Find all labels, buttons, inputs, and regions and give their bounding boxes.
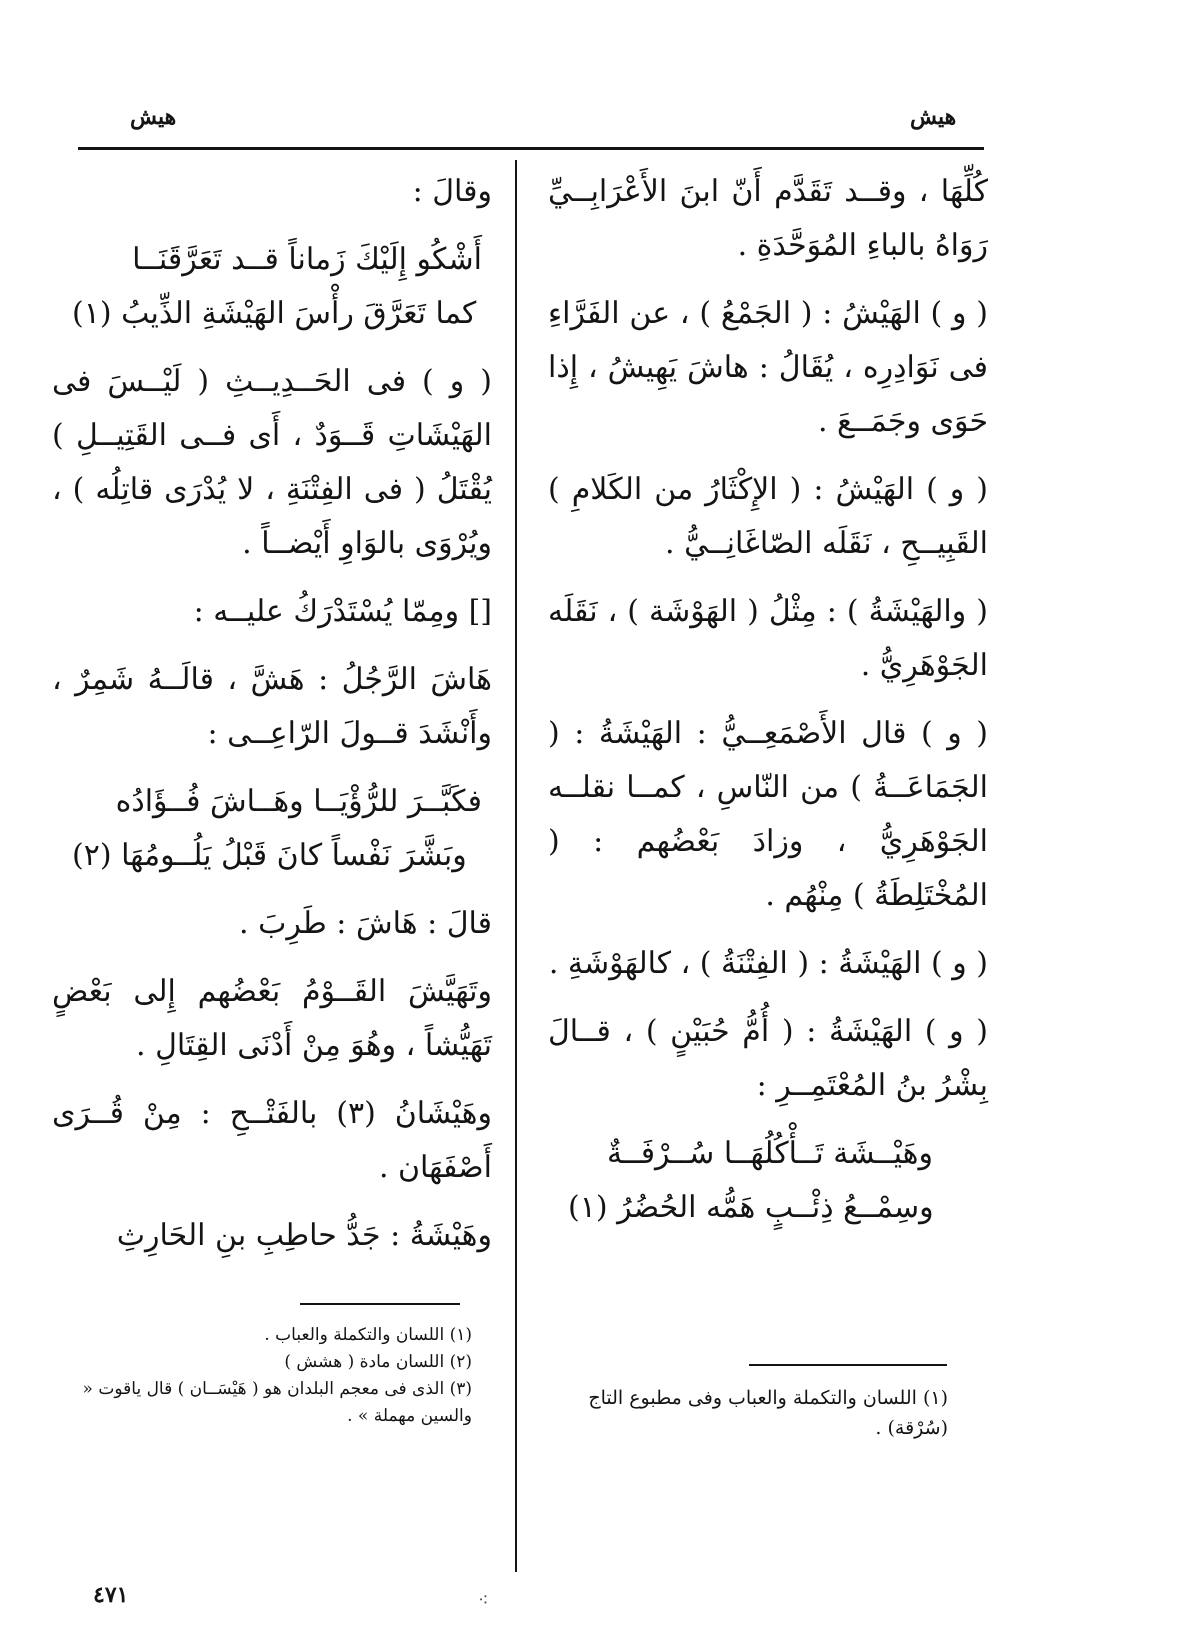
poem-verse	[52, 775, 492, 883]
entry-paragraph: ( و ) الهَيْشَةُ : ( أُمُّ حُبَيْنٍ ) ، قــالَ بِشْرُ بنُ المُعْتَمِــرِ :	[548, 1014, 988, 1103]
header-rule	[78, 147, 984, 150]
entry-paragraph: وهَيْشَةُ : جَدُّ حاطِبِ بنِ الحَارِثِ	[116, 1218, 492, 1253]
verse-first-hemistich: أَشْكُو إِلَيْكَ زَماناً قــد تَعَرَّقَنَــا	[132, 242, 482, 277]
entry-paragraph: ( و ) قال الأَصْمَعِــيُّ : الهَيْشَةُ : ( الجَمَاعَــةُ ) من النّاسِ ، كمــا نقلــه الجَوْهَرِيُّ ، وزادَ بَعْضُهم : ( المُخْتَلِطَةُ ) مِنْهُم .	[548, 716, 988, 913]
footnote-rule-left	[300, 1303, 460, 1305]
verse-first-hemistich: وهَيْــشَة تَــأْكُلُهَــا سُــرْفَــةٌ	[607, 1136, 933, 1171]
entry-paragraph: وتَهَيَّشَ القَــوْمُ بَعْضُهم إِلى بَعْضٍ تَهَيُّشاً ، وهُوَ مِنْ أَدْنَى القِتَالِ .	[52, 974, 492, 1063]
entry-paragraph: هَاشَ الرَّجُلُ : هَشَّ ، قالَــهُ شَمِرٌ ، وأَنْشَدَ قــولَ الرّاعِــى :	[52, 662, 492, 751]
verse-second-hemistich: كما تَعَرَّقَ رأْسَ الهَيْشَةِ الذِّيبُ (١)	[72, 296, 477, 331]
entry-paragraph: [] ومِمّا يُسْتَدْرَكُ عليــه :	[193, 594, 492, 629]
poem-verse	[52, 233, 492, 341]
entry-paragraph: ( والهَيْشَةُ ) : مِثْلُ ( الهَوْشَة ) ، نَقَلَه الجَوْهَرِيُّ .	[548, 594, 988, 683]
verse-second-hemistich: وسِمْــعُ ذِئْــبٍ هَمُّه الحُضُرُ (١)	[568, 1190, 934, 1225]
verse-first-hemistich: فكَبَّــرَ للرُّؤْيَــا وهَــاشَ فُــؤَادُه	[115, 784, 482, 819]
print-mark-icon: ⁖	[478, 1590, 489, 1611]
entry-paragraph: كُلِّهَا ، وقــد تَقَدَّم أَنّ ابنَ الأَعْرَابِــيِّ رَوَاهُ بالباءِ المُوَحَّدَةِ .	[548, 174, 988, 263]
footnote: (٢) اللسان مادة ( هشش )	[284, 1352, 472, 1372]
footnotes-right	[528, 1383, 948, 1443]
footnote: (١) اللسان والتكملة والعباب وفى مطبوع التاج (سُرْقة) .	[588, 1387, 948, 1439]
entry-paragraph: ( و ) فى الحَــدِيــثِ ( لَيْــسَ فى الهَيْشَاتِ قَــوَدٌ ، أَى فــى القَتِيــلِ ) يُقْتَلُ ( فى الفِتْنَةِ ، لا يُدْرَى قاتِلُه ) ، ويُرْوَى بالوَاوِ أَيْضــاً .	[52, 364, 492, 561]
running-header-left: هيش	[130, 104, 177, 130]
running-header-right: هيش	[910, 104, 957, 130]
footnote-rule-right	[749, 1364, 947, 1366]
page-number: ٤٧١	[93, 1582, 129, 1608]
footnote: (٣) الذى فى معجم البلدان هو ( هَيْسَــان ) قال ياقوت « والسين مهملة » .	[82, 1379, 472, 1426]
verse-second-hemistich: وبَشَّرَ نَفْساً كانَ قَبْلُ يَلُــومُهَا (٢)	[72, 838, 467, 873]
right-column	[548, 165, 988, 1249]
entry-paragraph: ( و ) الهَيْشَةُ : ( الفِتْنَةُ ) ، كالهَوْشَةِ .	[548, 946, 988, 981]
entry-paragraph: ( و ) الهَيْشُ : ( الإِكْثَارُ من الكَلامِ ) القَبِيــحِ ، نَقَلَه الصّاغَانِــيُّ .	[548, 472, 988, 561]
left-column	[52, 165, 492, 1277]
column-divider	[515, 160, 517, 1572]
entry-paragraph: وقالَ :	[412, 174, 492, 209]
footnotes-left	[52, 1322, 472, 1430]
entry-paragraph: وهَيْشَانُ (٣) بالفَتْــحِ : مِنْ قُــرَى أَصْفَهَان .	[52, 1096, 492, 1185]
poem-verse	[548, 1127, 988, 1235]
entry-paragraph: قالَ : هَاشَ : طَرِبَ .	[239, 906, 492, 941]
entry-paragraph: ( و ) الهَيْشُ : ( الجَمْعُ ) ، عن الفَرَّاءِ فى نَوَادِرِه ، يُقَالُ : هاشَ يَهِيشُ ، إِذا حَوَى وجَمَــعَ .	[548, 296, 988, 439]
footnote: (١) اللسان والتكملة والعباب .	[264, 1325, 472, 1345]
